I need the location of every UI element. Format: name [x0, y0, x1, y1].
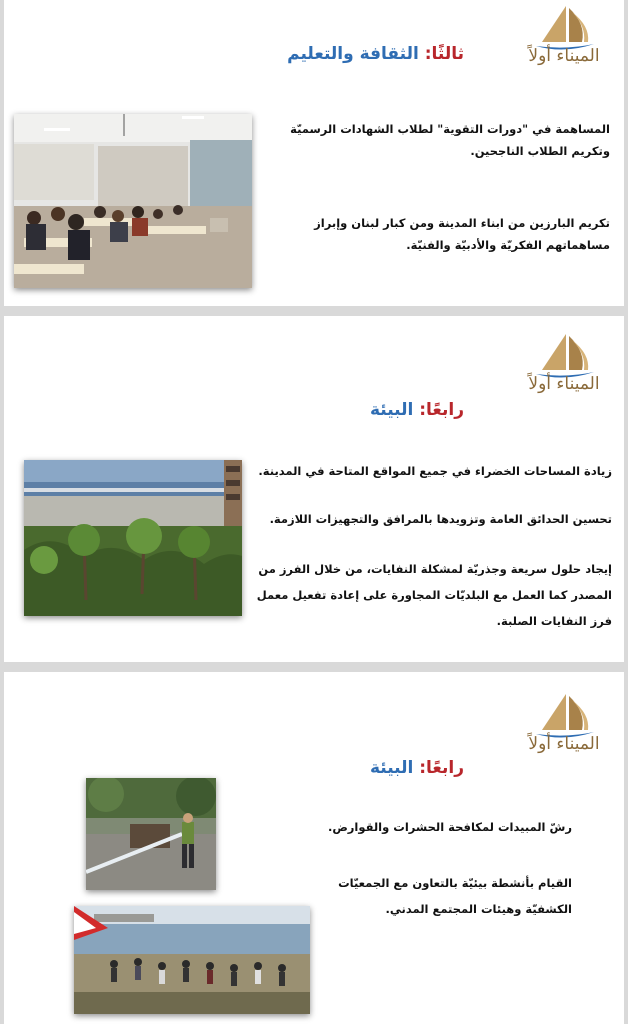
logo-text: الميناء أولاً [528, 734, 600, 754]
beach-cleanup-photo [74, 906, 310, 1014]
paragraph: تحسين الحدائق العامة وتزويدها بالمرافق والتجهيزات اللازمة. [269, 512, 612, 526]
logo-text: الميناء أولاً [528, 46, 600, 66]
paragraph: المساهمة في "دورات التقوية" لطلاب الشهادات الرسميّة وتكريم الطلاب الناجحين. [290, 122, 610, 158]
section-title [370, 400, 464, 420]
logo-text: الميناء أولاً [528, 374, 600, 394]
paragraph: رشّ المبيدات لمكافحة الحشرات والقوارض. [327, 820, 572, 834]
logo [528, 690, 600, 770]
logo [528, 330, 600, 410]
title-number: رابعًا: [419, 758, 464, 778]
waterfront-park-photo [24, 460, 242, 616]
title-number: رابعًا: [419, 400, 464, 420]
title-number: ثالثًا: [424, 44, 464, 64]
paragraph: تكريم البارزين من ابناء المدينة ومن كبار لبنان وإبراز مساهماتهم الفكريّة والأدبيّة والفنيّة. [314, 216, 610, 252]
slide-culture-education [4, 0, 624, 306]
logo [528, 2, 600, 82]
paragraph: إيجاد حلول سريعة وجذريّة لمشكلة النفايات، من خلال الفرز من المصدر كما العمل مع البلديّات المجاورة على إعادة تفعيل معمل فرز النفايات الصلبة. [256, 562, 612, 628]
title-topic: البيئة [369, 758, 414, 778]
title-topic: الثقافة والتعليم [287, 44, 419, 64]
paragraph: زيادة المساحات الخضراء في جميع المواقع المتاحة في المدينة. [258, 464, 612, 478]
slide-environment-2 [4, 672, 624, 1024]
section-title [370, 758, 464, 778]
spraying-photo [86, 778, 216, 890]
section-title [287, 44, 464, 64]
paragraph: القيام بأنشطة بيئيّة بالتعاون مع الجمعيّات الكشفيّة وهيئات المجتمع المدني. [338, 876, 572, 916]
slide-environment-1 [4, 316, 624, 662]
classroom-photo [14, 114, 252, 288]
title-topic: البيئة [369, 400, 414, 420]
